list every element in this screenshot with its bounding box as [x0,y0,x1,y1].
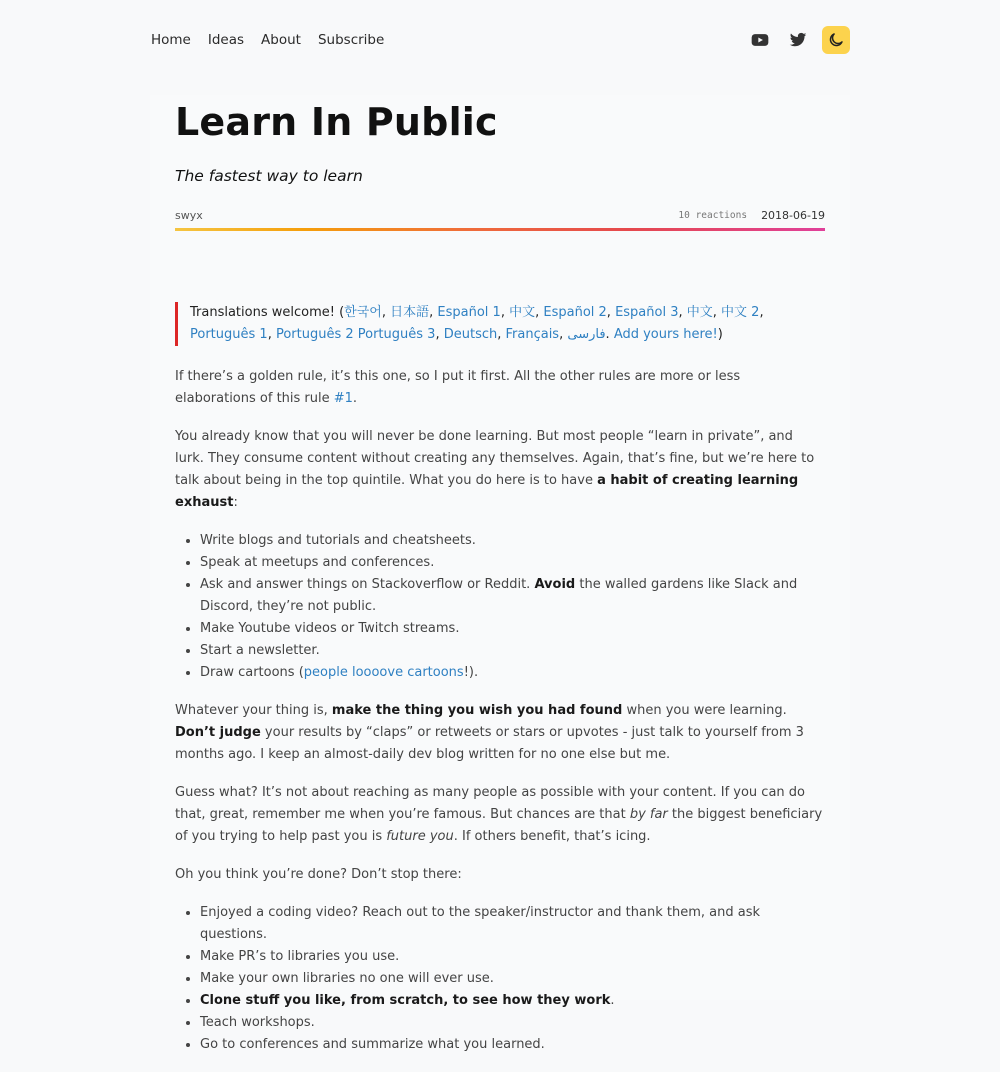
p4-emphasis: future you [386,829,454,844]
p4-emphasis: by far [629,807,668,822]
paragraph-2 [175,426,825,514]
rule-1-link[interactable]: #1 [333,391,353,406]
translation-link-chinese-2[interactable]: 中文 [686,305,713,320]
nav-icons [746,26,850,54]
translations-prefix: Translations welcome! ( [190,305,345,320]
list-text: Draw cartoons ( [200,665,304,680]
nav-subscribe[interactable]: Subscribe [317,32,385,48]
list-item [200,990,825,1012]
list-item: • Speak at meetups and conferences. [200,552,825,574]
list-text: . [610,993,615,1008]
translation-link-german[interactable]: Deutsch [443,327,498,342]
p4-text: Guess what? It’s not about reaching as many people as possible with your content. If you can do that, great, remember me when you’re famous. But chances are that [175,785,805,822]
p3-text: your results by “claps” or retweets or stars or upvotes - just talk to yourself from 3 months ago. I keep an almost-daily dev blog written for no one else but me. [175,725,804,762]
translation-link-french[interactable]: Français [505,327,560,342]
list-text: Ask and answer things on Stackoverflow or Reddit. [200,577,535,592]
youtube-icon[interactable] [746,26,774,54]
list-item: • Make PR’s to libraries you use. [200,946,825,968]
twitter-icon[interactable] [784,26,812,54]
translation-link-portuguese-2-3[interactable]: Português 2 Português 3 [275,327,436,342]
translation-link-portuguese-1[interactable]: Português 1 [190,327,268,342]
list-item: • Make Youtube videos or Twitch streams. [200,618,825,640]
nav-links [150,32,385,48]
publish-date: 2018-06-19 [761,208,825,222]
exhaust-list [175,530,825,684]
p2-text: You already know that you will never be done learning. But most people “learn in private”, and lurk. They consume content without creating any themselves. Again, that’s fine, but we’re here to talk about being in the top quintile. What you do here is to have [175,429,815,488]
p2-end: : [233,495,238,510]
list-bold: Avoid [534,577,576,592]
list-item: • Write blogs and tutorials and cheatsheets. [200,530,825,552]
list-item: • Go to conferences and summarize what you learned. [200,1034,825,1056]
p1-end: . [352,391,358,406]
list-item [200,662,825,684]
add-translation-link[interactable]: Add yours here! [613,327,718,342]
translation-link-spanish-2[interactable]: Español 2 [543,305,607,320]
gradient-divider [175,228,825,231]
p2-bold: a habit of creating learning exhaust [175,473,799,510]
paragraph-3 [175,700,825,766]
translation-link-chinese-1[interactable]: 中文 [509,305,536,320]
dont-stop-list [175,902,825,1056]
paragraph-1 [175,366,825,410]
nav-home[interactable]: Home [151,32,191,48]
p4-text: . If others benefit, that’s icing. [453,829,651,844]
translation-link-spanish-3[interactable]: Español 3 [615,305,679,320]
p4-text: the biggest beneficiary of you trying to help past you is [175,807,823,844]
translation-link-chinese-3[interactable]: 中文 2 [721,305,760,320]
moon-icon[interactable] [822,26,850,54]
p3-text: Whatever your thing is, [175,703,332,718]
author: swyx [175,208,203,222]
reactions-count[interactable]: 10 reactions [678,209,748,221]
p3-text: when you were learning. [622,703,787,718]
cartoons-link[interactable]: people loooove cartoons [303,665,464,680]
paragraph-4 [175,782,825,848]
nav-ideas[interactable]: Ideas [207,32,245,48]
article-meta [175,206,825,224]
paragraph-5: Oh you think you’re done? Don’t stop there: [175,867,462,882]
page-subtitle: The fastest way to learn [175,167,363,185]
list-bold: Clone stuff you like, from scratch, to see how they work [200,993,611,1008]
translation-link-persian[interactable]: فارسی [567,327,606,342]
meta-right [678,209,825,222]
p3-bold: make the thing you wish you had found [331,703,623,718]
list-item: • Make your own libraries no one will ever use. [200,968,825,990]
p3-bold: Don’t judge [175,725,261,740]
list-text: the walled gardens like Slack and Discord, they’re not public. [200,577,798,614]
translation-link-korean[interactable]: 한국어 [344,305,382,320]
page-title: Learn In Public [175,100,498,144]
translation-link-japanese[interactable]: 日本語 [390,305,430,320]
translations-suffix: ) [717,327,723,342]
translation-link-spanish-1[interactable]: Español 1 [437,305,501,320]
list-item [200,574,825,618]
nav-about[interactable]: About [261,32,301,48]
article-content [175,302,825,1072]
translations-callout: Translations welcome! (한국어, 日本語, Español 1, 中文, Español 2, Español 3, 中文, 中文 2, Português 1, Português 2 Português 3, Deutsch, Français, فارسی. Add yours here!) [175,302,825,346]
list-item: • Teach workshops. [200,1012,825,1034]
list-text: !). [463,665,479,680]
list-item: • Enjoyed a coding video? Reach out to the speaker/instructor and thank them, and ask questions. [200,902,825,946]
top-nav [150,20,850,60]
p1-text: If there’s a golden rule, it’s this one, so I put it first. All the other rules are more or less elaborations of this rule [175,369,741,406]
list-item: • Start a newsletter. [200,640,825,662]
